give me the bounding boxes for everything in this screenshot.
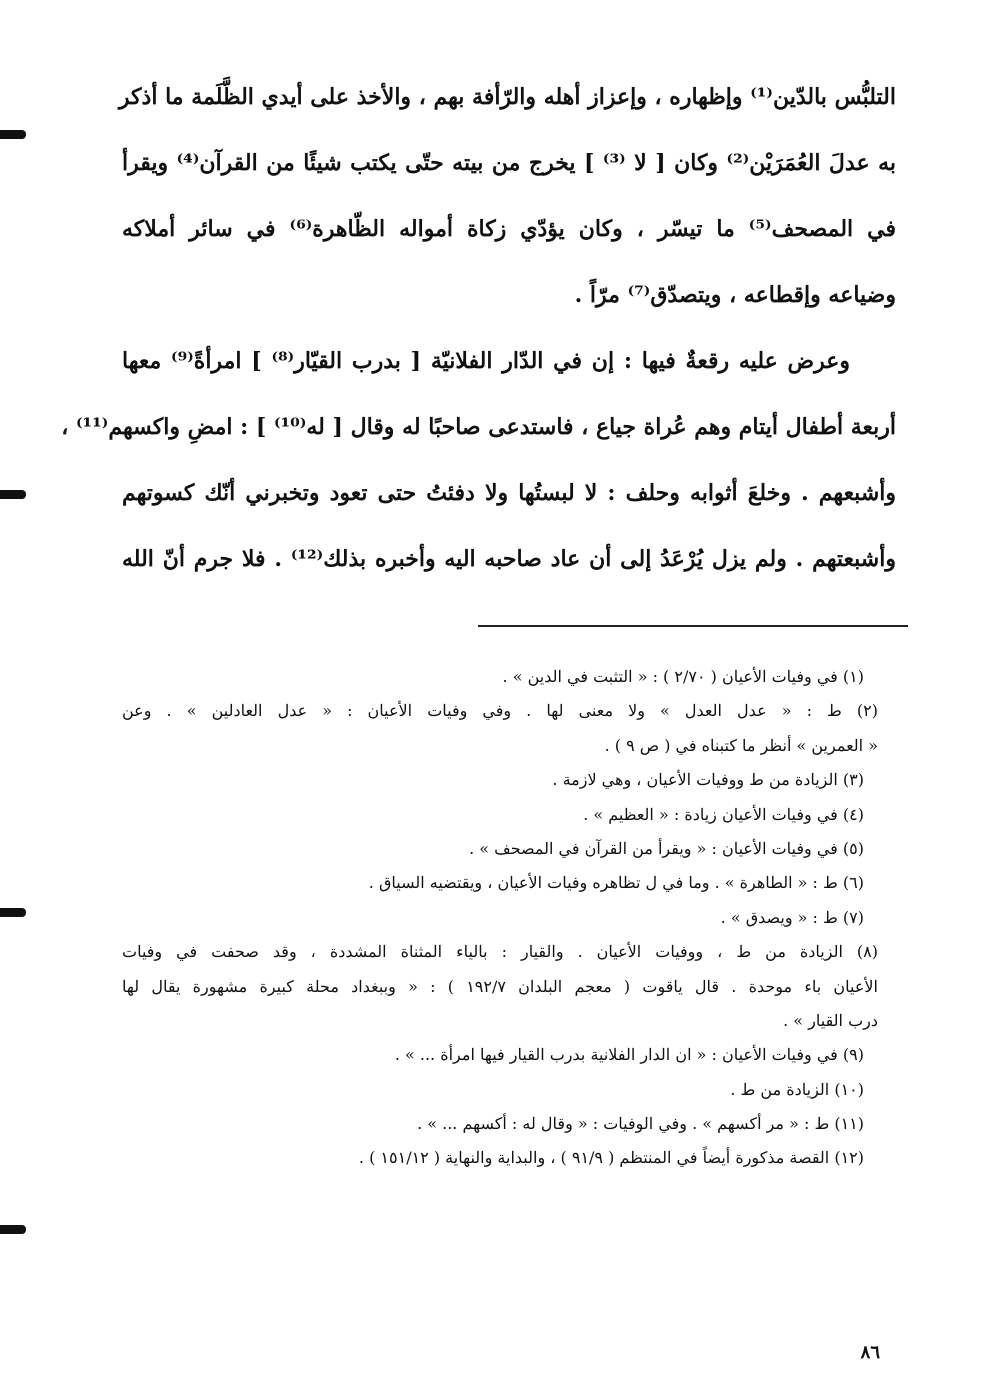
footnote-line: (١) في وفيات الأعيان ( ٢/٧٠ ) : « التثبت في الدين » . xyxy=(502,667,864,686)
footnotes-block xyxy=(122,660,878,1176)
footnote-line: (٨) الزيادة من ط ، ووفيات الأعيان . والقيار : بالياء المثناة المشددة ، وقد صحفت في وفيات xyxy=(122,942,878,962)
main-text-line: وضياعه وإقطاعه ، ويتصدّق⁽⁷⁾ مرّاً . xyxy=(574,282,896,308)
main-text-line: في المصحف⁽⁵⁾ ما تيسّر ، وكان يؤدّي زكاة أمواله الظّاهرة⁽⁶⁾ في سائر أملاكه xyxy=(122,216,896,242)
main-text-line: وأشبعهم . وخلعَ أثوابه وحلف : لا لبستُها ولا دفئتُ حتى تعود وتخبرني أنّك كسوتهم xyxy=(122,480,896,506)
footnote-line: (٥) في وفيات الأعيان : « ويقرأ من القرآن في المصحف » . xyxy=(469,838,864,858)
footnote-line: (٢) ط : « عدل العدل » ولا معنى لها . وفي وفيات الأعيان : « عدل العادلين » . وعن xyxy=(122,701,879,721)
binding-mark xyxy=(0,908,26,917)
footnote-separator xyxy=(478,625,908,627)
footnote-line: (١٠) الزيادة من ط . xyxy=(730,1079,864,1099)
binding-mark xyxy=(0,130,26,139)
footnote-line: « العمرين » أنظر ما كتبناه في ( ص ٩ ) . xyxy=(604,735,878,755)
footnote-line: (١٢) القصة مذكورة أيضاً في المنتظم ( ٩١/٩ ) ، والبداية والنهاية ( ١٥١/١٢ ) . xyxy=(358,1148,864,1168)
main-text-line: به عدلَ العُمَرَيْن⁽²⁾ وكان [ لا ⁽³⁾ ] يخرج من بيته حتّى يكتب شيئًا من القرآن⁽⁴⁾ ويقرأ xyxy=(122,150,896,176)
main-text-line: وعرض عليه رقعةٌ فيها : إن في الدّار الفلانيّة [ بدرب القيّار⁽⁸⁾ ] امرأةً⁽⁹⁾ معها xyxy=(122,348,851,374)
footnote-line: درب القيار » . xyxy=(783,1010,878,1030)
footnote-line: (٣) الزيادة من ط ووفيات الأعيان ، وهي لازمة . xyxy=(552,770,864,790)
main-text-line: أربعة أطفال أيتام وهم عُراة جياع ، فاستدعى صاحبًا له وقال [ له⁽¹⁰⁾ ] : امضِ واكسهم⁽¹¹⁾ ، xyxy=(61,414,896,440)
main-text-block xyxy=(61,64,896,592)
binding-mark xyxy=(0,490,26,499)
footnote-line: (٤) في وفيات الأعيان زيادة : « العظيم » . xyxy=(583,804,864,824)
main-text-line: وأشبعتهم . ولم يزل يُرْعَدُ إلى أن عاد صاحبه اليه وأخبره بذلك⁽¹²⁾ . فلا جرم أنّ الله xyxy=(122,546,896,572)
footnote-line: (٩) في وفيات الأعيان : « ان الدار الفلانية بدرب القيار فيها امرأة ... » . xyxy=(394,1045,864,1065)
footnote-line: (١١) ط : « مر أكسهم » . وفي الوفيات : « وقال له : أكسهم ... » . xyxy=(417,1114,864,1134)
binding-mark xyxy=(0,1225,26,1234)
footnote-line: (٧) ط : « ويصدق » . xyxy=(720,907,864,927)
page-number: ٨٦ xyxy=(860,1342,880,1363)
footnote-line: الأعيان باء موحدة . قال ياقوت ( معجم البلدان ١٩٢/٧ ) : « وببغداد محلة كبيرة مشهورة يقال لها xyxy=(122,976,878,996)
footnote-line: (٦) ط : « الطاهرة » . وما في ل تظاهره وفيات الأعيان ، ويقتضيه السياق . xyxy=(368,873,864,893)
main-text-line: التلبُّس بالدّين⁽¹⁾ وإظهاره ، وإعزاز أهله والرّأفة بهم ، والأخذ على أيدي الظَّلَمة ما أذكر xyxy=(118,84,896,110)
